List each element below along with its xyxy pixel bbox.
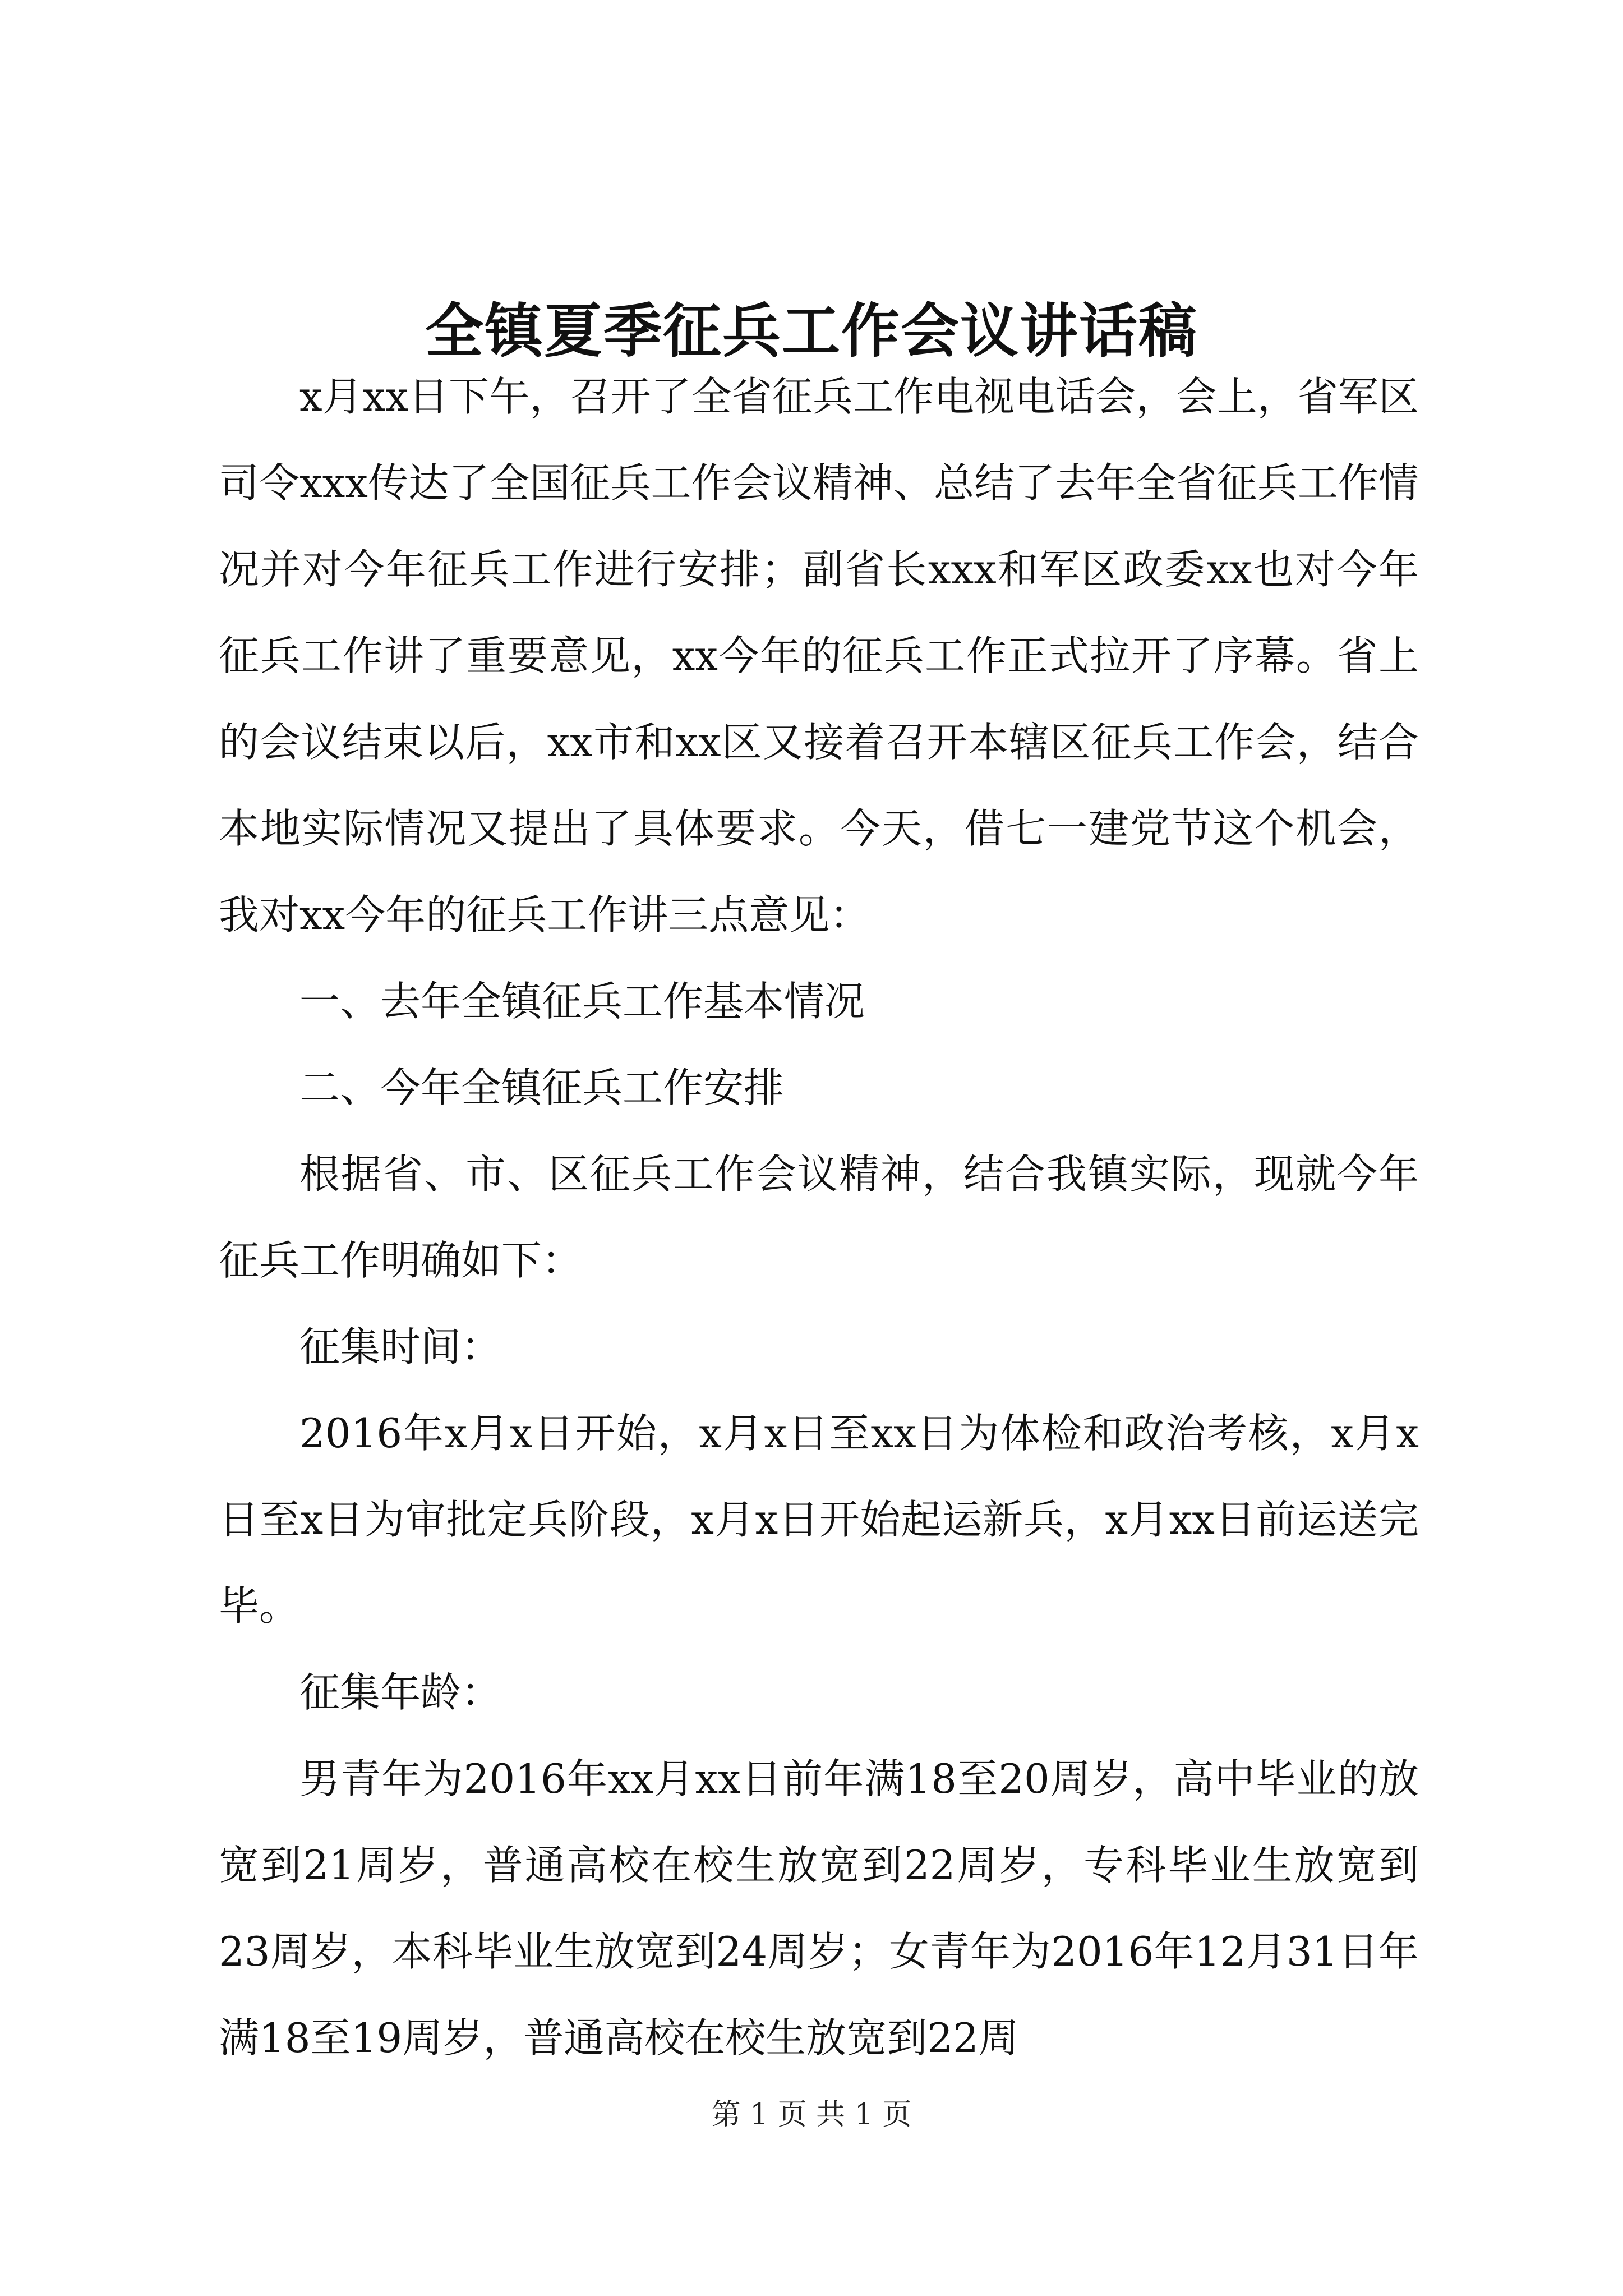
subheading-time: 征集时间：	[299, 1323, 502, 1370]
document-body	[219, 353, 1419, 2081]
section-heading-2: 二、今年全镇征兵工作安排	[299, 1064, 785, 1111]
subheading-age: 征集年龄：	[299, 1669, 502, 1716]
section-heading-1: 一、去年全镇征兵工作基本情况	[299, 978, 865, 1025]
arrangement-paragraph: 根据省、市、区征兵工作会议精神，结合我镇实际，现就今年征兵工作明确如下：	[219, 1151, 1419, 1284]
page-footer: 第 1 页 共 1 页	[711, 2098, 912, 2132]
time-paragraph: 2016年x月x日开始，x月x日至xx日为体检和政治考核，x月x日至x日为审批定兵阶段，x月x日开始起运新兵，x月xx日前运送完毕。	[219, 1410, 1419, 1630]
document-title: 全镇夏季征兵工作会议讲话稿	[425, 296, 1198, 365]
intro-paragraph: x月xx日下午，召开了全省征兵工作电视电话会，会上，省军区司令xxx传达了全国征兵工作会议精神、总结了去年全省征兵工作情况并对今年征兵工作进行安排；副省长xxx和军区政委xx也对今年征兵工作讲了重要意见，xx今年的征兵工作正式拉开了序幕。省上的会议结束以后，xx市和xx区又接着召开本辖区征兵工作会，结合本地实际情况又提出了具体要求。今天，借七一建党节这个机会，我对xx今年的征兵工作讲三点意见：	[219, 373, 1419, 938]
age-paragraph: 男青年为2016年xx月xx日前年满18至20周岁，高中毕业的放宽到21周岁，普通高校在校生放宽到22周岁，专科毕业生放宽到23周岁，本科毕业生放宽到24周岁；女青年为2016年12月31日年满18至19周岁，普通高校在校生放宽到22周	[219, 1755, 1419, 2062]
